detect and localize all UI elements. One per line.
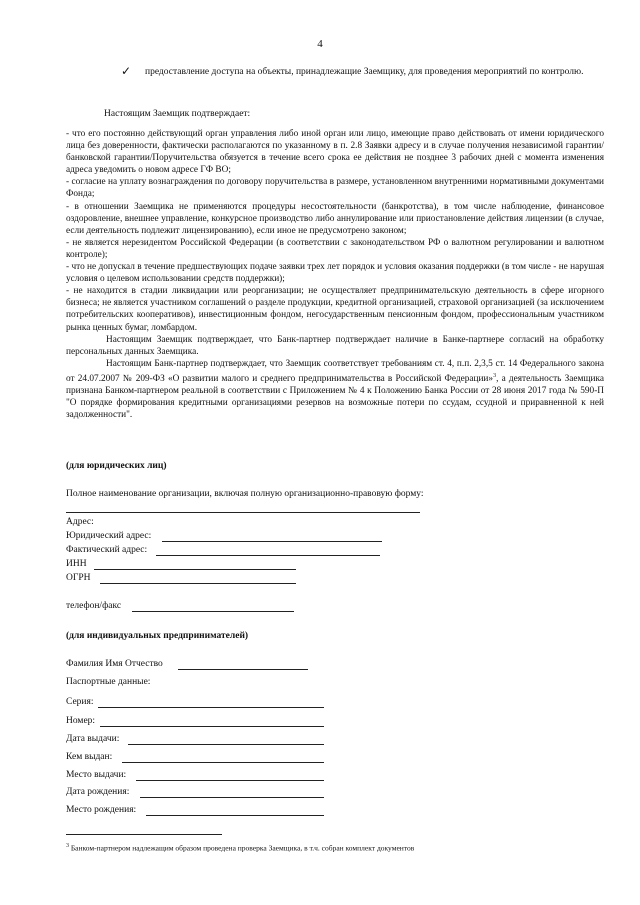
paragraph: [66, 358, 604, 422]
paragraph-part: , а деятельность Заемщика признана Банком-партнером реальной в соответствии с Приложением № 4 к Положению Банка России от 28 июня 2017 года № 590-П "О порядке формирования кредитными организациями резервов на возможные потери по ссудам, ссудной и приравненной к ней задолженности".: [66, 373, 604, 421]
paragraph: - в отношении Заемщика не применяются процедуры несостоятельности (банкротства), в том числе наблюдение, финансовое оздоровление, внешнее управление, конкурсное производство либо аннулирование или приостановление действия лицензии (в случае, если деятельность подлежит лицензированию), если иное не предусмотрено законом;: [66, 201, 604, 236]
address-label: Адрес:: [66, 517, 94, 527]
paragraph-part: Настоящим Банк-партнер подтверждает, что Заемщик соответствует требованиям ст. 4, п.п. 2,3,5 ст. 14 Федерального закона от 24.07.2007 № 209-ФЗ «О развитии малого и среднего предпринимательства в Российской Федерации»: [66, 358, 604, 384]
footnote-number: 3: [66, 843, 69, 849]
inn-line[interactable]: [94, 569, 296, 570]
legal-address-label: Юридический адрес:: [66, 531, 152, 541]
actual-address-label: Фактический адрес:: [66, 545, 148, 555]
page-number: 4: [317, 38, 323, 50]
phone-line[interactable]: [132, 611, 294, 612]
bullet-text: предоставление доступа на объекты, принадлежащие Заемщику, для проведения мероприятий по контролю.: [145, 67, 584, 77]
paragraph: - согласие на уплату вознаграждения по договору поручительства в размере, установленном внутренними нормативными документами Фонда;: [66, 177, 604, 200]
footnote-text: Банком-партнером надлежащим образом проведена проверка Заемщика, в т.ч. собран комплект документов: [70, 843, 415, 853]
legal-address-line[interactable]: [162, 541, 382, 542]
series-label: Серия:: [66, 697, 94, 707]
paragraph: - что не допускал в течение предшествующих подаче заявки трех лет порядок и условия оказания поддержки (в том числе - не нарушая условия о целевом использовании средств поддержки);: [66, 262, 604, 285]
paragraph: - что его постоянно действующий орган управления либо иной орган или лицо, имеющие право действовать от имени юридического лица без доверенности, фактически располагаются по указанному в п. 2.8 Заявки адресу и в случае получения независимой гарантии/банковской гарантии/Поручительства обязуется в течение всего срока ее действия не позднее 3 рабочих дней с момента изменения адреса уведомить о новом адресе ГФ ВО;: [66, 129, 604, 176]
checkmark-icon: ✓: [121, 64, 132, 78]
footnote-separator: [66, 834, 222, 835]
series-line[interactable]: [98, 707, 324, 708]
footnote: [66, 843, 414, 853]
issued-by-label: Кем выдан:: [66, 752, 113, 762]
inn-label: ИНН: [66, 559, 87, 569]
confirmation-list: [66, 128, 604, 421]
fio-line[interactable]: [178, 669, 308, 670]
actual-address-line[interactable]: [156, 555, 380, 556]
birth-date-line[interactable]: [140, 797, 324, 798]
issue-place-line[interactable]: [136, 780, 324, 781]
org-name-label: Полное наименование организации, включая полную организационно-правовую форму:: [66, 489, 424, 499]
legal-entities-heading: (для юридических лиц): [66, 461, 167, 471]
fio-label: Фамилия Имя Отчество: [66, 659, 163, 669]
birth-place-line[interactable]: [146, 815, 324, 816]
entrepreneurs-heading: (для индивидуальных предпринимателей): [66, 631, 249, 641]
number-label: Номер:: [66, 716, 96, 726]
paragraph: - не является нерезидентом Российской Федерации (в соответствии с законодательством РФ о валютном регулировании и валютном контроле);: [66, 237, 604, 260]
issued-by-line[interactable]: [122, 762, 324, 763]
issue-date-line[interactable]: [128, 744, 324, 745]
birth-place-label: Место рождения:: [66, 805, 137, 815]
issue-place-label: Место выдачи:: [66, 770, 127, 780]
ogrn-label: ОГРН: [66, 573, 91, 583]
paragraph: - не находится в стадии ликвидации или реорганизации; не осуществляет предпринимательскую деятельность в сфере игорного бизнеса; не является участником соглашений о разделе продукции, кредитной организацией, страховой организацией (за исключением потребительских кооперативов), инвестиционным фондом, негосударственным пенсионным фондом, профессиональным участником рынка ценных бумаг, ломбардом.: [66, 286, 604, 333]
phone-label: телефон/факс: [66, 601, 122, 611]
paragraph: Настоящим Заемщик подтверждает, что Банк-партнер подтверждает наличие в Банке-партнере согласий на обработку персональных данных Заемщика.: [66, 334, 604, 357]
ogrn-line[interactable]: [100, 583, 296, 584]
org-name-line[interactable]: [66, 512, 420, 513]
passport-label: Паспортные данные:: [66, 677, 151, 687]
birth-date-label: Дата рождения:: [66, 787, 130, 797]
footnote-ref: 3: [493, 372, 497, 379]
intro-text: Настоящим Заемщик подтверждает:: [104, 109, 251, 119]
issue-date-label: Дата выдачи:: [66, 734, 120, 744]
number-line[interactable]: [100, 726, 324, 727]
